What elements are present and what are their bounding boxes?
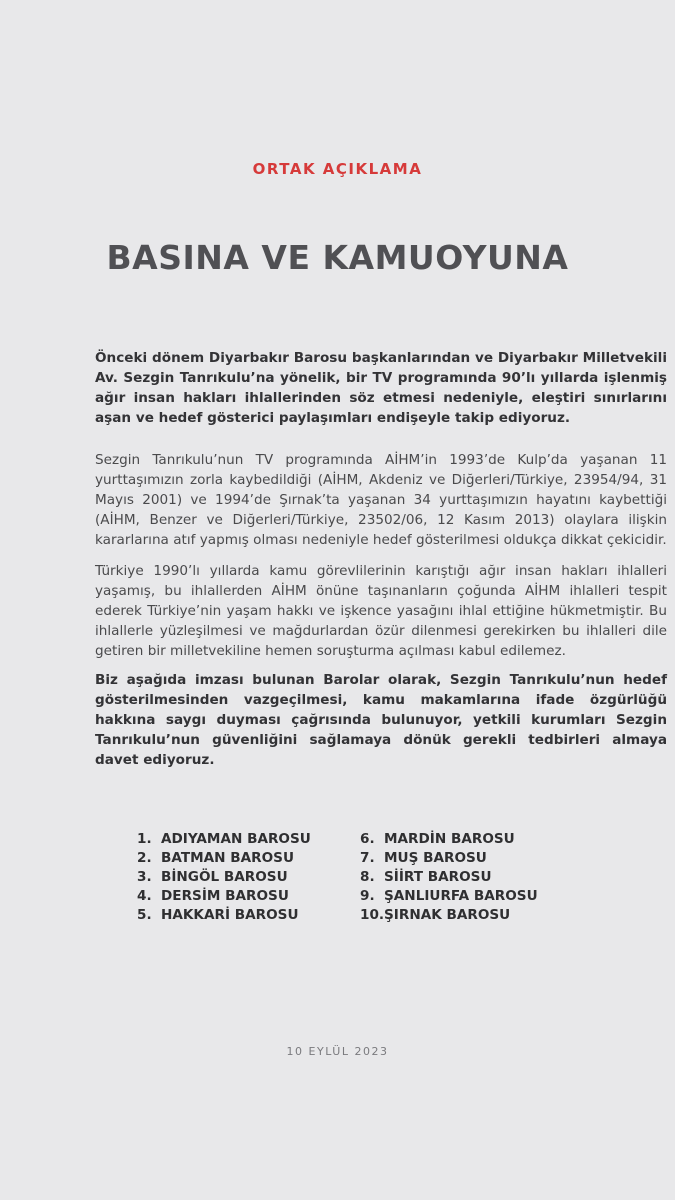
signatory-number: 10. [360,907,385,923]
joint-statement-label: ORTAK AÇIKLAMA [252,160,423,178]
signatory-item [137,849,311,868]
page-title: BASINA VE KAMUOYUNA [106,238,569,277]
signatory-number: 6. [360,831,375,847]
signatory-number: 3. [137,869,152,885]
signatory-item [137,830,311,849]
signatory-name: HAKKARİ BAROSU [161,907,299,923]
signatory-name: ŞANLIURFA BAROSU [384,888,538,904]
signatory-number: 4. [137,888,152,904]
statement-date: 10 EYLÜL 2023 [286,1045,389,1058]
signatory-name: DERSİM BAROSU [161,888,289,904]
signatory-name: ŞIRNAK BAROSU [384,907,511,923]
signatory-name: BATMAN BAROSU [161,850,294,866]
signatory-item [137,887,311,906]
signatory-name: MARDİN BAROSU [384,831,515,847]
signatory-number: 2. [137,850,152,866]
signatory-number: 1. [137,831,152,847]
signatory-item [360,868,538,887]
signatory-number: 7. [360,850,375,866]
signatory-name: ADIYAMAN BAROSU [161,831,311,847]
paragraph-intro: Önceki dönem Diyarbakır Barosu başkanlarından ve Diyarbakır Milletvekili Av. Sezgin Tanrıkulu’na yönelik, bir TV programında 90’lı yıllarda işlenmiş ağır insan hakları ihlallerinden söz etmesi nedeniyle, eleştiri sınırlarını aşan ve hedef gösterici paylaşımları endişeyle takip ediyoruz. [95,350,667,426]
signatory-name: MUŞ BAROSU [384,850,487,866]
signatory-item [360,849,538,868]
signatory-list-right [360,830,538,925]
signatory-name: BİNGÖL BAROSU [161,869,288,885]
signatory-number: 8. [360,869,375,885]
signatory-list-left [137,830,311,925]
paragraph-echr-references: Sezgin Tanrıkulu’nun TV programında AİHM’in 1993’de Kulp’da yaşanan 11 yurttaşımızın zorla kaybedildiği (AİHM, Akdeniz ve Diğerleri/Türkiye, 23954/94, 31 Mayıs 2001) ve 1994’de Şırnak’ta yaşanan 34 yurttaşımızın hayatını kaybettiği (AİHM, Benzer ve Diğerleri/Türkiye, 23502/06, 12 Kasım 2013) olaylara ilişkin kararlarına atıf yapmış olması nedeniyle hedef gösterilmesi oldukça dikkat çekicidir. [95,452,667,548]
signatory-item [137,868,311,887]
signatory-item [360,887,538,906]
signatory-number: 9. [360,888,375,904]
signatory-item [360,830,538,849]
signatory-item [360,906,538,925]
signatory-item [137,906,311,925]
signatory-name: SİİRT BAROSU [384,869,492,885]
paragraph-human-rights-violations: Türkiye 1990’lı yıllarda kamu görevlilerinin karıştığı ağır insan hakları ihlalleri yaşamış, bu ihlallerden AİHM önüne taşınanların çoğunda AİHM ihlalleri tespit ederek Türkiye’nin yaşam hakkı ve işkence yasağını ihlal ettiğine hükmetmiştir. Bu ihlallerle yüzleşilmesi ve mağdurlardan özür dilenmesi gerekirken bu ihlalleri dile getiren bir milletvekiline hemen soruşturma açılması kabul edilemez. [95,563,667,659]
paragraph-call-to-action: Biz aşağıda imzası bulunan Barolar olarak, Sezgin Tanrıkulu’nun hedef gösterilmesinden vazgeçilmesi, kamu makamlarına ifade özgürlüğü hakkına saygı duyması çağrısında bulunuyor, yetkili kurumları Sezgin Tanrıkulu’nun güvenliğini sağlamaya dönük gerekli tedbirleri almaya davet ediyoruz. [95,672,667,768]
signatory-number: 5. [137,907,152,923]
